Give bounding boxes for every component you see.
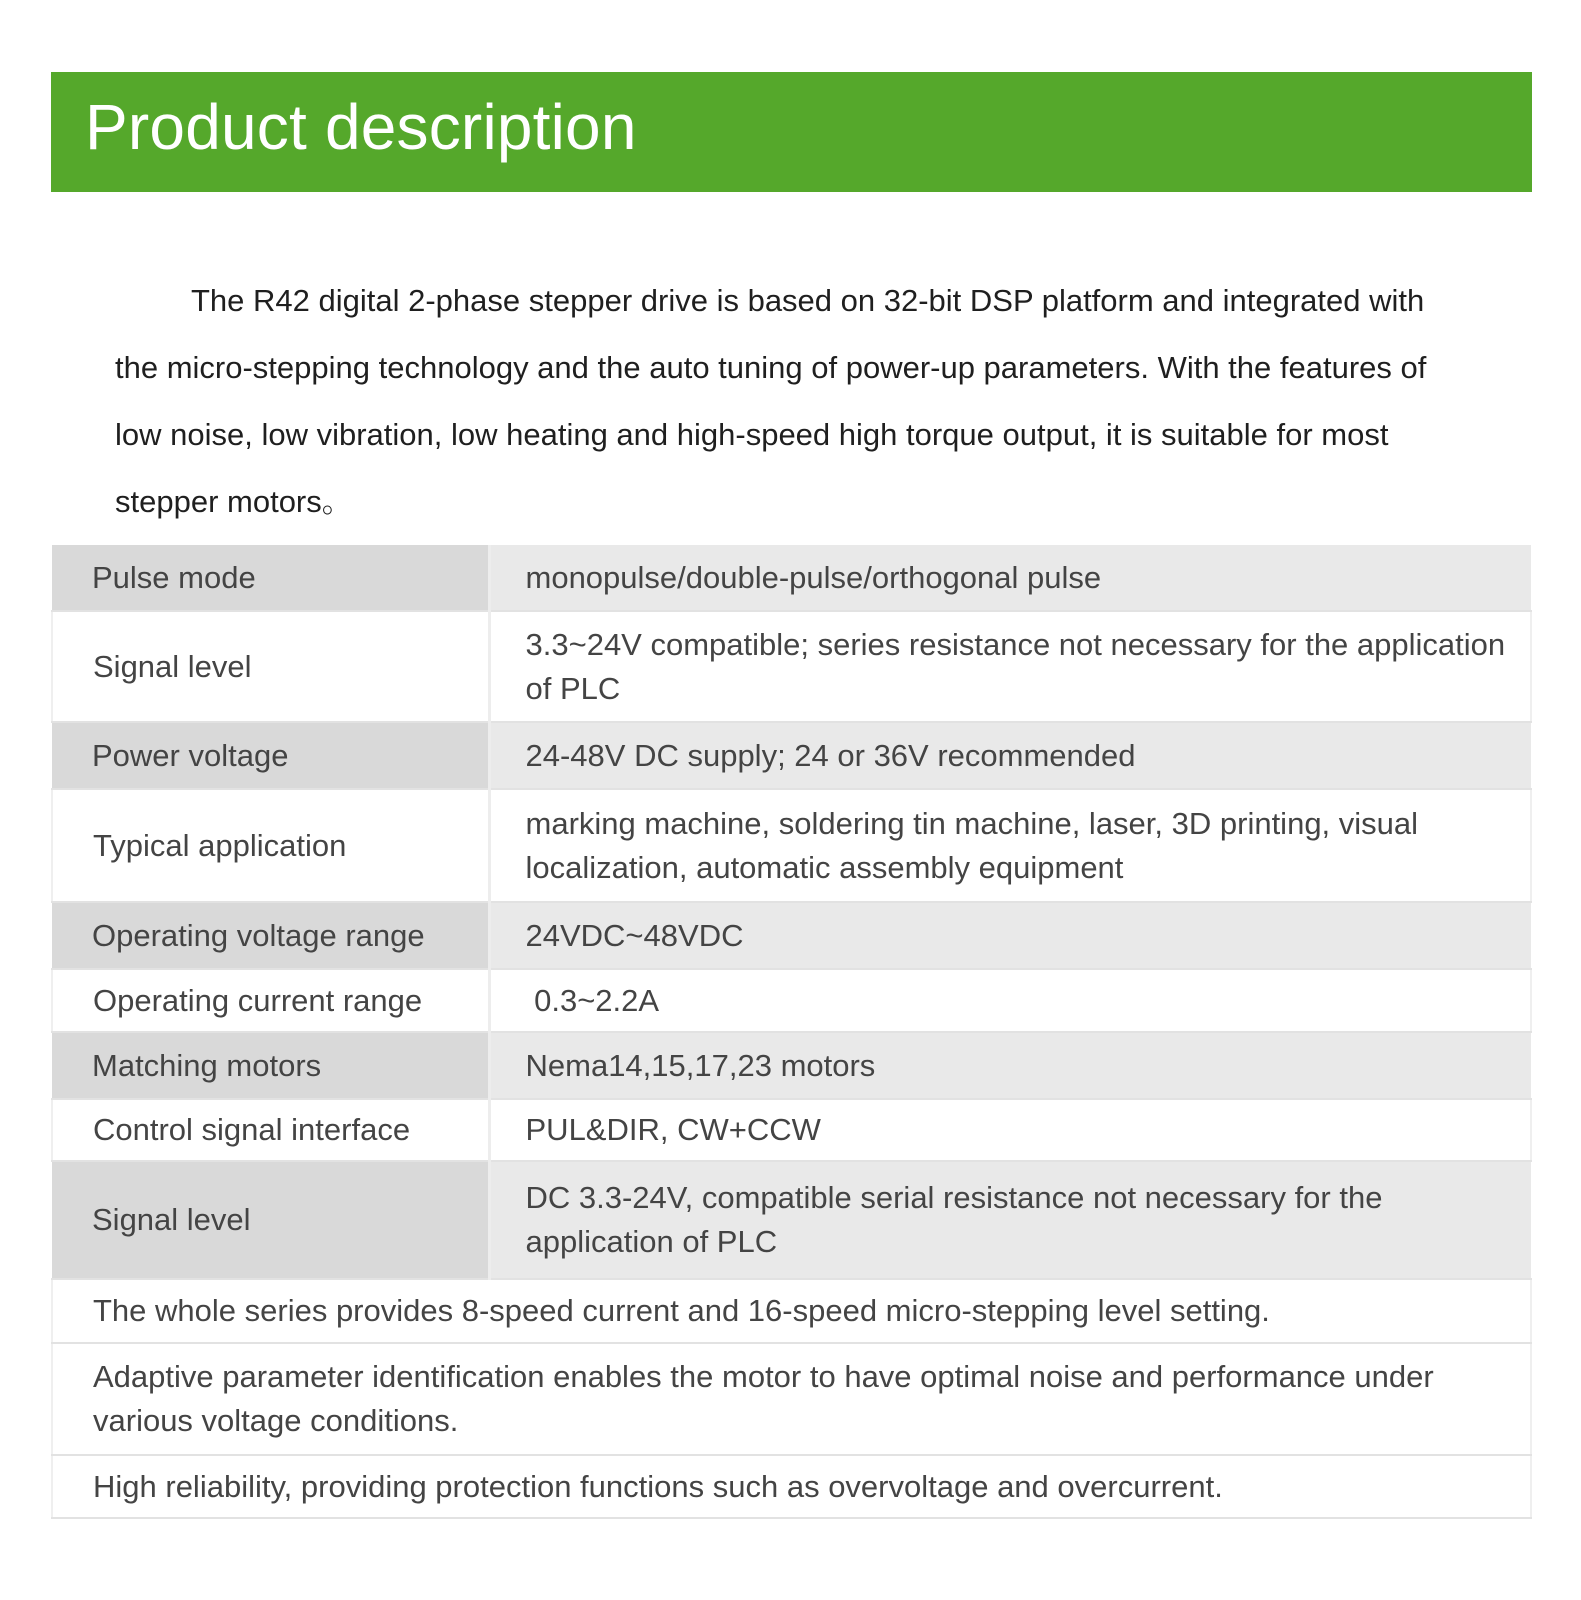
spec-value: marking machine, soldering tin machine, laser, 3D printing, visual localization, automatic assembly equipment [489,789,1531,902]
spec-value: 0.3~2.2A [489,969,1531,1032]
spec-row [52,722,1531,789]
spec-label: Power voltage [52,722,489,789]
feature-row [52,1455,1531,1518]
feature-text: The whole series provides 8-speed current and 16-speed micro-stepping level setting. [52,1279,1531,1343]
spec-row [52,545,1531,611]
spec-value: PUL&DIR, CW+CCW [489,1099,1531,1161]
page-title: Product description [85,91,637,163]
spec-value: Nema14,15,17,23 motors [489,1032,1531,1099]
spec-value: 24VDC~48VDC [489,902,1531,969]
spec-row [52,1099,1531,1161]
spec-row [52,969,1531,1032]
header-banner [51,72,1532,192]
spec-label: Operating current range [52,969,489,1032]
spec-label: Control signal interface [52,1099,489,1161]
feature-row [52,1343,1531,1455]
spec-label: Typical application [52,789,489,902]
spec-row [52,789,1531,902]
spec-label: Signal level [52,611,489,722]
spec-value: monopulse/double-pulse/orthogonal pulse [489,545,1531,611]
spec-label: Pulse mode [52,545,489,611]
spec-value: 24-48V DC supply; 24 or 36V recommended [489,722,1531,789]
feature-row [52,1279,1531,1343]
spec-value: 3.3~24V compatible; series resistance not necessary for the application of PLC [489,611,1531,722]
intro-paragraph: The R42 digital 2-phase stepper drive is based on 32-bit DSP platform and integrated with the micro-stepping technology and the auto tuning of power-up parameters. With the features of low noise, low vibration, low heating and high-speed high torque output, it is suitable for most stepper motors。 [115,283,1427,519]
spec-label: Matching motors [52,1032,489,1099]
spec-row [52,902,1531,969]
feature-text: Adaptive parameter identification enables the motor to have optimal noise and performance under various voltage conditions. [52,1343,1531,1455]
spec-row [52,1032,1531,1099]
spec-label: Signal level [52,1161,489,1279]
spec-value: DC 3.3-24V, compatible serial resistance not necessary for the application of PLC [489,1161,1531,1279]
feature-text: High reliability, providing protection functions such as overvoltage and overcurrent. [52,1455,1531,1518]
spec-label: Operating voltage range [52,902,489,969]
spec-row [52,611,1531,722]
spec-table [51,545,1532,1519]
spec-row [52,1161,1531,1279]
